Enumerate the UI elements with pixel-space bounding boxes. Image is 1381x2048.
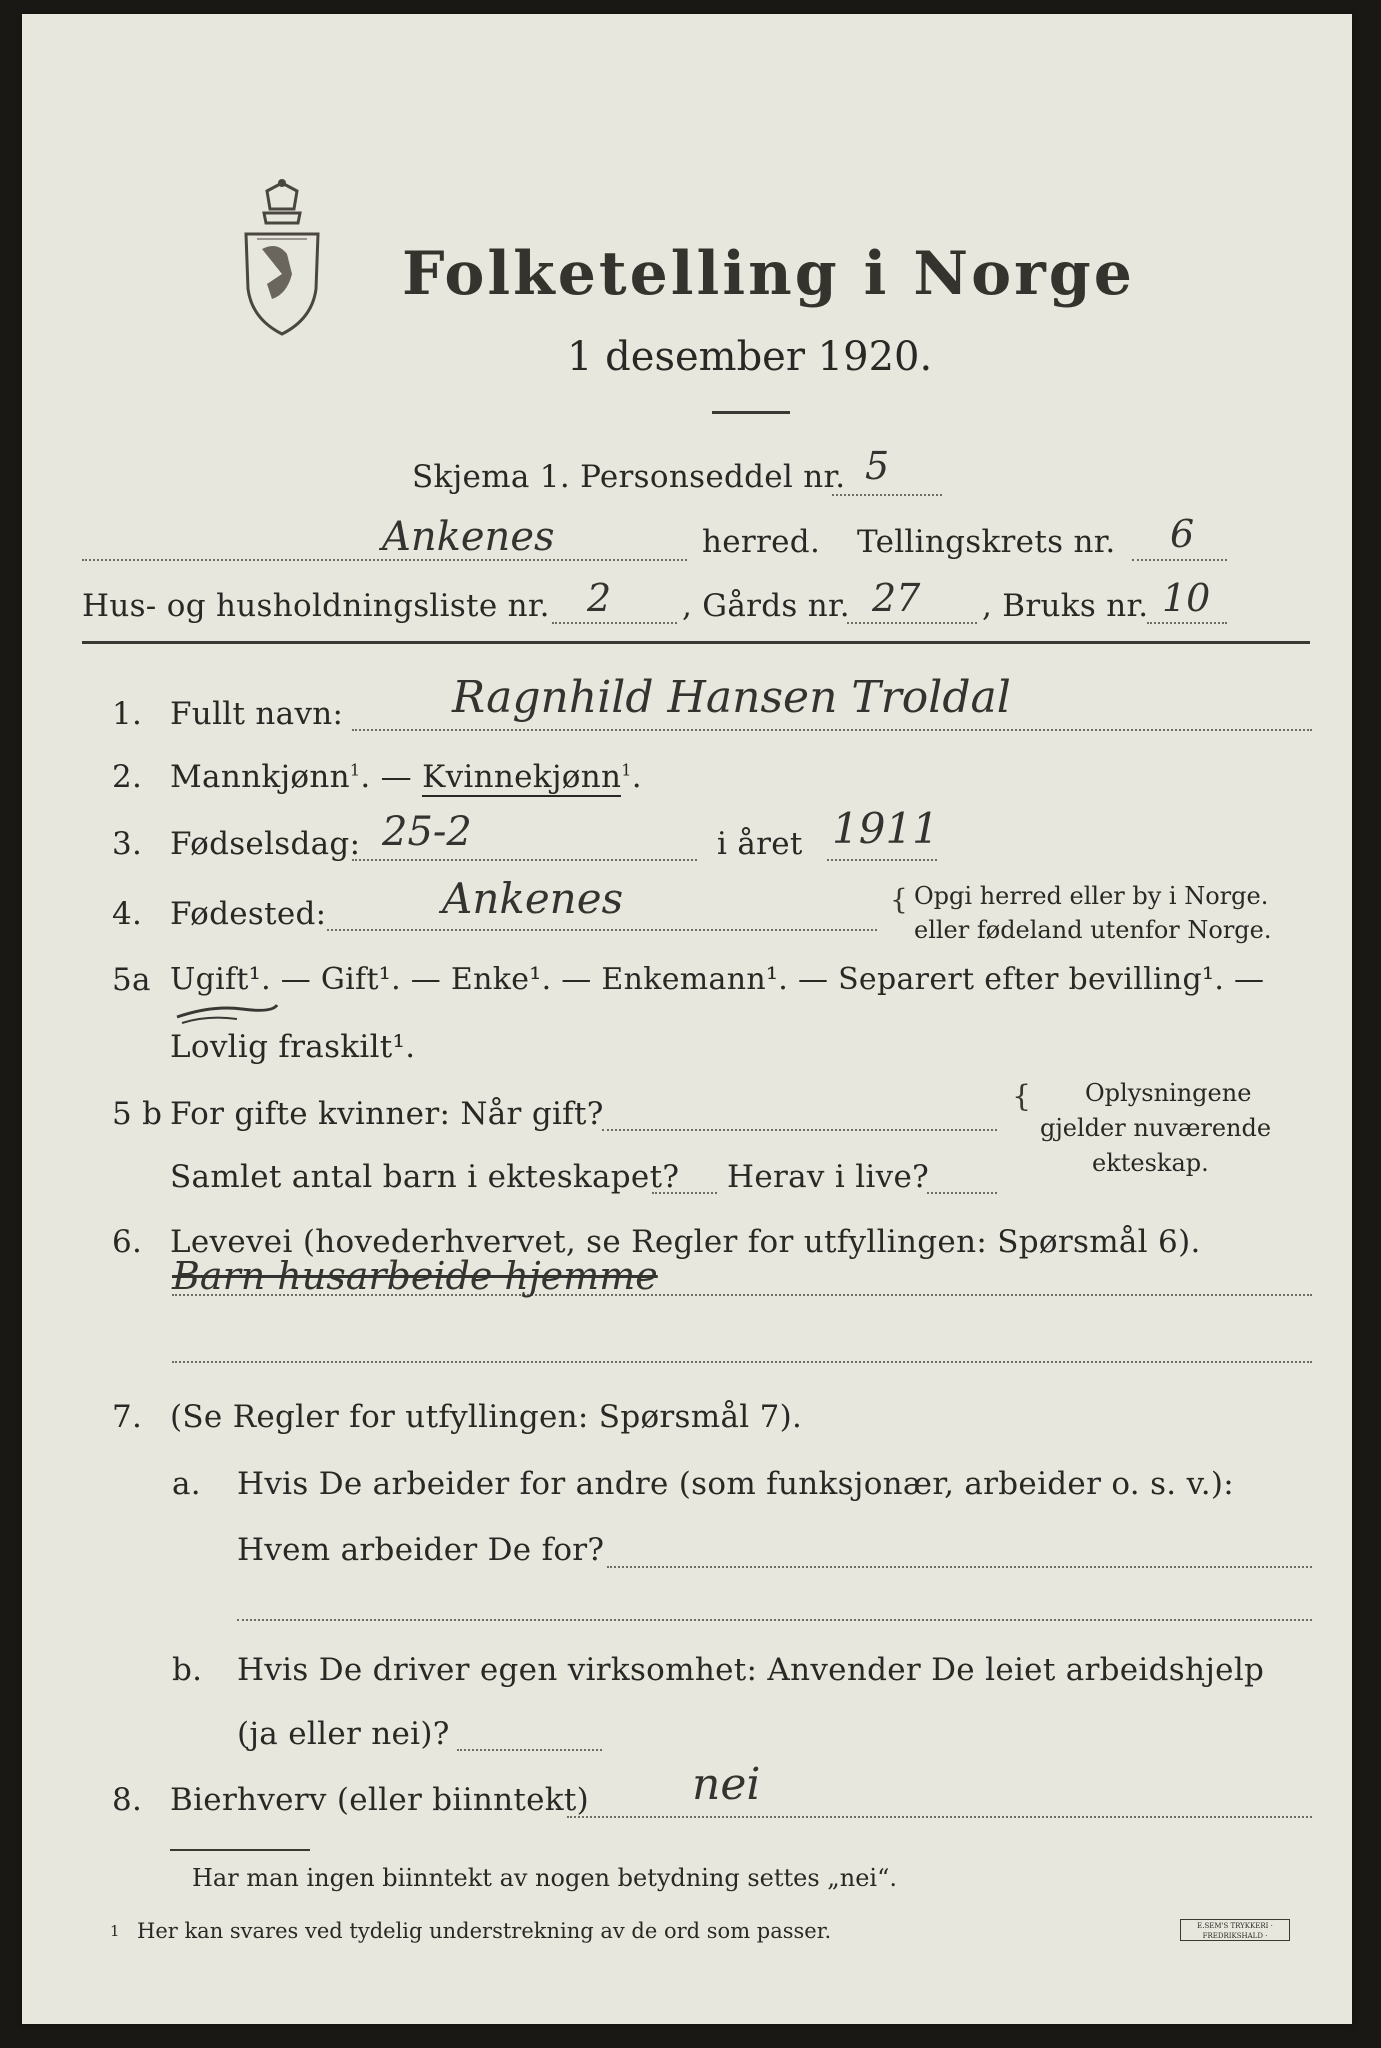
q2-text: Mannkjønn$^1$. — Kvinnekjønn$^1$. [170,759,642,795]
q6-label: Levevei (hovederhvervet, se Regler for utfyllingen: Spørsmål 6). [170,1224,1201,1260]
q5b-line2a: Samlet antal barn i ekteskapet? [170,1159,680,1195]
gards-value: 27 [872,576,921,620]
q5b-note2: gjelder nuværende [1040,1114,1272,1142]
q1-dots [352,729,1312,731]
q6-num: 6. [112,1224,143,1260]
q7a-line1: Hvis De arbeider for andre (som funksjonær, arbeider o. s. v.): [237,1466,1235,1502]
q2-male: Mannkjønn [170,759,350,795]
q3-year-value: 1911 [832,804,939,853]
q5b-note1: Oplysningene [1085,1079,1252,1107]
q4-note1: Opgi herred eller by i Norge. [914,882,1269,910]
liste-label: Hus- og husholdningsliste nr. [82,588,550,624]
q3-num: 3. [112,826,143,862]
q2-sep: . — [360,759,423,795]
footnote-text: Her kan svares ved tydelig understrekning av de ord som passer. [137,1919,832,1943]
q1-num: 1. [112,696,143,732]
title-divider [712,411,790,414]
krets-dots [1132,559,1227,561]
footnote-num: 1 [110,1922,120,1940]
footer-note: Har man ingen biinntekt av nogen betydning settes „nei“. [192,1864,897,1892]
q1-value: Ragnhild Hansen Troldal [452,672,1011,723]
herred-label: herred. [702,524,821,560]
q7-num: 7. [112,1399,143,1435]
q5b-line2b: Herav i live? [727,1159,930,1195]
q7b-dots [457,1749,602,1751]
ugift-underline [172,999,282,1029]
q1-label: Fullt navn: [170,696,344,732]
q4-label: Fødested: [170,896,327,932]
q4-dots [327,929,877,931]
herred-value: Ankenes [382,514,555,560]
q7a-line2: Hvem arbeider De for? [237,1532,605,1568]
printer-mark: E.SEM'S TRYKKERI · FREDRIKSHALD · [1180,1919,1290,1941]
q2-female: Kvinnekjønn [422,759,622,795]
schema-dots [832,494,942,496]
q5b-note3: ekteskap. [1092,1149,1209,1177]
q5a-num: 5a [112,962,151,998]
q2-end: . [631,759,642,795]
q6-dots2 [172,1361,1312,1363]
q5a-line1: Ugift¹. — Gift¹. — Enke¹. — Enkemann¹. — Separert efter bevilling¹. — [170,962,1265,997]
q4-brace: { [890,883,908,916]
q7b-line2: (ja eller nei)? [237,1716,450,1752]
header-rule [82,641,1310,644]
bruks-value: 10 [1162,576,1211,620]
q3-dots [352,859,697,861]
coat-of-arms-icon [232,179,332,339]
q4-value: Ankenes [442,874,624,923]
q7b-line1: Hvis De driver egen virksomhet: Anvender De leiet arbeidshjelp [237,1652,1265,1688]
q8-num: 8. [112,1782,143,1818]
krets-value: 6 [1170,512,1195,556]
q2-num: 2. [112,759,143,795]
q6-value: Barn husarbeide hjemme [172,1254,658,1298]
q5b-dots3 [927,1192,997,1194]
liste-dots [552,622,677,624]
q4-note2: eller fødeland utenfor Norge. [914,916,1272,944]
q3-year-dots [827,859,937,861]
bruks-dots [1147,622,1227,624]
census-date: 1 desember 1920. [567,334,933,380]
krets-label: Tellingskrets nr. [857,524,1116,560]
q4-num: 4. [112,896,143,932]
gards-label: , Gårds nr. [682,588,850,624]
q7a-dots2 [237,1619,1312,1621]
q5b-line1: For gifte kvinner: Når gift? [170,1096,604,1132]
schema-value: 5 [865,444,890,488]
q3-value: 25-2 [382,809,472,855]
footer-divider [170,1849,310,1851]
q7b-num: b. [172,1652,203,1688]
q3-year-label: i året [717,826,803,862]
q7a-dots1 [607,1566,1312,1568]
gards-dots [847,622,977,624]
q5b-brace: { [1012,1079,1032,1114]
q7a-num: a. [172,1466,201,1502]
q8-value: nei [692,1759,761,1810]
q5a-line2: Lovlig fraskilt¹. [170,1029,416,1065]
q7-label: (Se Regler for utfyllingen: Spørsmål 7). [170,1399,803,1435]
q8-label: Bierhverv (eller biinntekt) [170,1782,590,1818]
census-form [22,14,1352,2024]
q5b-num: 5 b [112,1096,163,1132]
q3-label: Fødselsdag: [170,826,361,862]
bruks-label: , Bruks nr. [982,588,1149,624]
q5b-dots2 [652,1192,717,1194]
schema-label: Skjema 1. Personseddel nr. [412,459,846,495]
q5b-dots1 [602,1129,997,1131]
q8-dots [567,1816,1312,1818]
form-title: Folketelling i Norge [402,239,1135,309]
liste-value: 2 [587,576,612,620]
